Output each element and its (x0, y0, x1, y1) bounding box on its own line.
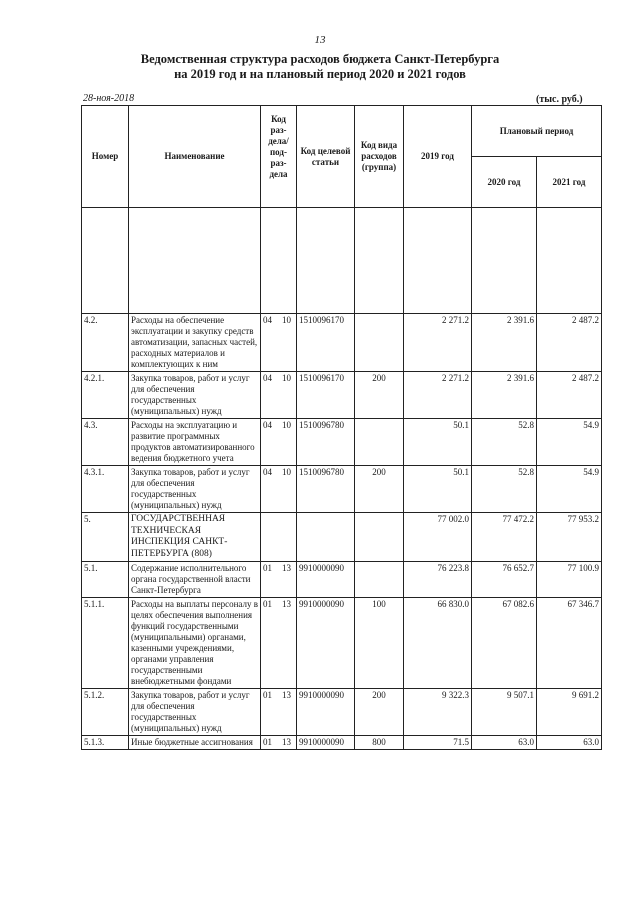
row-value-2021: 77 100.9 (537, 562, 602, 598)
row-section-code (261, 736, 297, 750)
row-number: 4.3.1. (82, 466, 129, 513)
row-section: 01 (263, 599, 272, 609)
header-section-code: Код раз- дела/ под- раз- дела (261, 106, 297, 208)
row-value-2021: 54.9 (537, 466, 602, 513)
document-title (0, 52, 640, 82)
row-name: Закупка товаров, работ и услуг для обеспечения государственных (муниципальных) нужд (129, 372, 261, 419)
row-value-2019: 50.1 (404, 419, 472, 466)
header-expense-code: Код вида расходов (группа) (355, 106, 404, 208)
row-name: Содержание исполнительного органа государственной власти Санкт-Петербурга (129, 562, 261, 598)
units-label: (тыс. руб.) (536, 94, 583, 105)
spacer-row (82, 208, 602, 314)
row-subsection: 13 (282, 563, 291, 573)
row-value-2021: 2 487.2 (537, 372, 602, 419)
table-row (82, 736, 602, 750)
row-section-code (261, 419, 297, 466)
header-number: Номер (82, 106, 129, 208)
row-section: 04 (263, 420, 272, 430)
row-number: 5.1.1. (82, 598, 129, 689)
row-number: 5.1.3. (82, 736, 129, 750)
row-name: Расходы на эксплуатацию и развитие программных продуктов автоматизированного ведения бюджетного учета (129, 419, 261, 466)
title-line-2: на 2019 год и на плановый период 2020 и 2021 годов (174, 67, 466, 81)
row-expense-code: 800 (355, 736, 404, 750)
row-target-code: 1510096780 (297, 466, 355, 513)
row-value-2021: 54.9 (537, 419, 602, 466)
row-value-2020: 9 507.1 (472, 689, 537, 736)
row-subsection: 10 (282, 420, 291, 430)
row-subsection: 10 (282, 373, 291, 383)
row-subsection: 10 (282, 467, 291, 477)
row-value-2020: 63.0 (472, 736, 537, 750)
row-section-code (261, 466, 297, 513)
row-expense-code: 200 (355, 466, 404, 513)
row-expense-code (355, 562, 404, 598)
row-value-2020: 76 652.7 (472, 562, 537, 598)
row-section: 04 (263, 315, 272, 325)
table-row (82, 689, 602, 736)
row-value-2019: 66 830.0 (404, 598, 472, 689)
document-date: 28-ноя-2018 (83, 93, 135, 104)
row-value-2021: 77 953.2 (537, 513, 602, 562)
header-planned-period: Плановый период (472, 106, 602, 157)
row-section: 04 (263, 467, 272, 477)
row-value-2021: 63.0 (537, 736, 602, 750)
table-body (82, 314, 602, 750)
row-value-2019: 77 002.0 (404, 513, 472, 562)
row-section-code (261, 562, 297, 598)
row-target-code: 1510096170 (297, 372, 355, 419)
row-value-2020: 67 082.6 (472, 598, 537, 689)
page-number: 13 (314, 34, 326, 46)
row-expense-code: 100 (355, 598, 404, 689)
row-section: 04 (263, 373, 272, 383)
row-value-2020: 77 472.2 (472, 513, 537, 562)
table-row (82, 372, 602, 419)
row-target-code: 1510096780 (297, 419, 355, 466)
row-section: 01 (263, 690, 272, 700)
row-target-code: 9910000090 (297, 562, 355, 598)
row-target-code: 1510096170 (297, 314, 355, 372)
row-section-code (261, 513, 297, 562)
row-number: 5.1.2. (82, 689, 129, 736)
row-value-2021: 2 487.2 (537, 314, 602, 372)
row-expense-code (355, 314, 404, 372)
header-2021: 2021 год (537, 157, 602, 208)
row-section-code (261, 598, 297, 689)
row-value-2019: 2 271.2 (404, 372, 472, 419)
row-section-code (261, 314, 297, 372)
row-target-code (297, 513, 355, 562)
row-name: ГОСУДАРСТВЕННАЯ ТЕХНИЧЕСКАЯ ИНСПЕКЦИЯ САНКТ-ПЕТЕРБУРГА (808) (129, 513, 261, 562)
row-expense-code (355, 513, 404, 562)
header-name: Наименование (129, 106, 261, 208)
row-value-2019: 50.1 (404, 466, 472, 513)
table-row (82, 562, 602, 598)
row-value-2020: 52.8 (472, 466, 537, 513)
row-value-2021: 9 691.2 (537, 689, 602, 736)
row-name: Расходы на обеспечение эксплуатации и закупку средств автоматизации, запасных частей, расходных материалов и комплектующих к ним (129, 314, 261, 372)
table-row (82, 314, 602, 372)
row-name: Закупка товаров, работ и услуг для обеспечения государственных (муниципальных) нужд (129, 689, 261, 736)
row-number: 4.2. (82, 314, 129, 372)
row-value-2019: 9 322.3 (404, 689, 472, 736)
budget-table (81, 105, 602, 750)
row-value-2019: 76 223.8 (404, 562, 472, 598)
row-target-code: 9910000090 (297, 598, 355, 689)
row-name: Закупка товаров, работ и услуг для обеспечения государственных (муниципальных) нужд (129, 466, 261, 513)
row-number: 5.1. (82, 562, 129, 598)
row-section: 01 (263, 737, 272, 747)
row-expense-code: 200 (355, 372, 404, 419)
row-value-2020: 2 391.6 (472, 372, 537, 419)
header-target-code: Код целевой статьи (297, 106, 355, 208)
row-name: Расходы на выплаты персоналу в целях обеспечения выполнения функций государственными (муниципальными) органами, казенными учреждениями, органами управления государственными внебюджетными фондами (129, 598, 261, 689)
table-row (82, 419, 602, 466)
row-expense-code (355, 419, 404, 466)
row-number: 4.3. (82, 419, 129, 466)
row-name: Иные бюджетные ассигнования (129, 736, 261, 750)
header-2020: 2020 год (472, 157, 537, 208)
row-value-2020: 52.8 (472, 419, 537, 466)
row-subsection: 13 (282, 690, 291, 700)
row-section-code (261, 372, 297, 419)
row-value-2020: 2 391.6 (472, 314, 537, 372)
row-target-code: 9910000090 (297, 689, 355, 736)
row-section-code (261, 689, 297, 736)
row-value-2019: 71.5 (404, 736, 472, 750)
row-value-2019: 2 271.2 (404, 314, 472, 372)
row-number: 4.2.1. (82, 372, 129, 419)
row-subsection: 10 (282, 315, 291, 325)
row-expense-code: 200 (355, 689, 404, 736)
row-subsection: 13 (282, 737, 291, 747)
row-number: 5. (82, 513, 129, 562)
table-row (82, 598, 602, 689)
title-line-1: Ведомственная структура расходов бюджета Санкт-Петербурга (140, 52, 500, 66)
row-subsection: 13 (282, 599, 291, 609)
header-2019: 2019 год (404, 106, 472, 208)
row-section: 01 (263, 563, 272, 573)
table-row (82, 513, 602, 562)
table-row (82, 466, 602, 513)
row-target-code: 9910000090 (297, 736, 355, 750)
row-value-2021: 67 346.7 (537, 598, 602, 689)
